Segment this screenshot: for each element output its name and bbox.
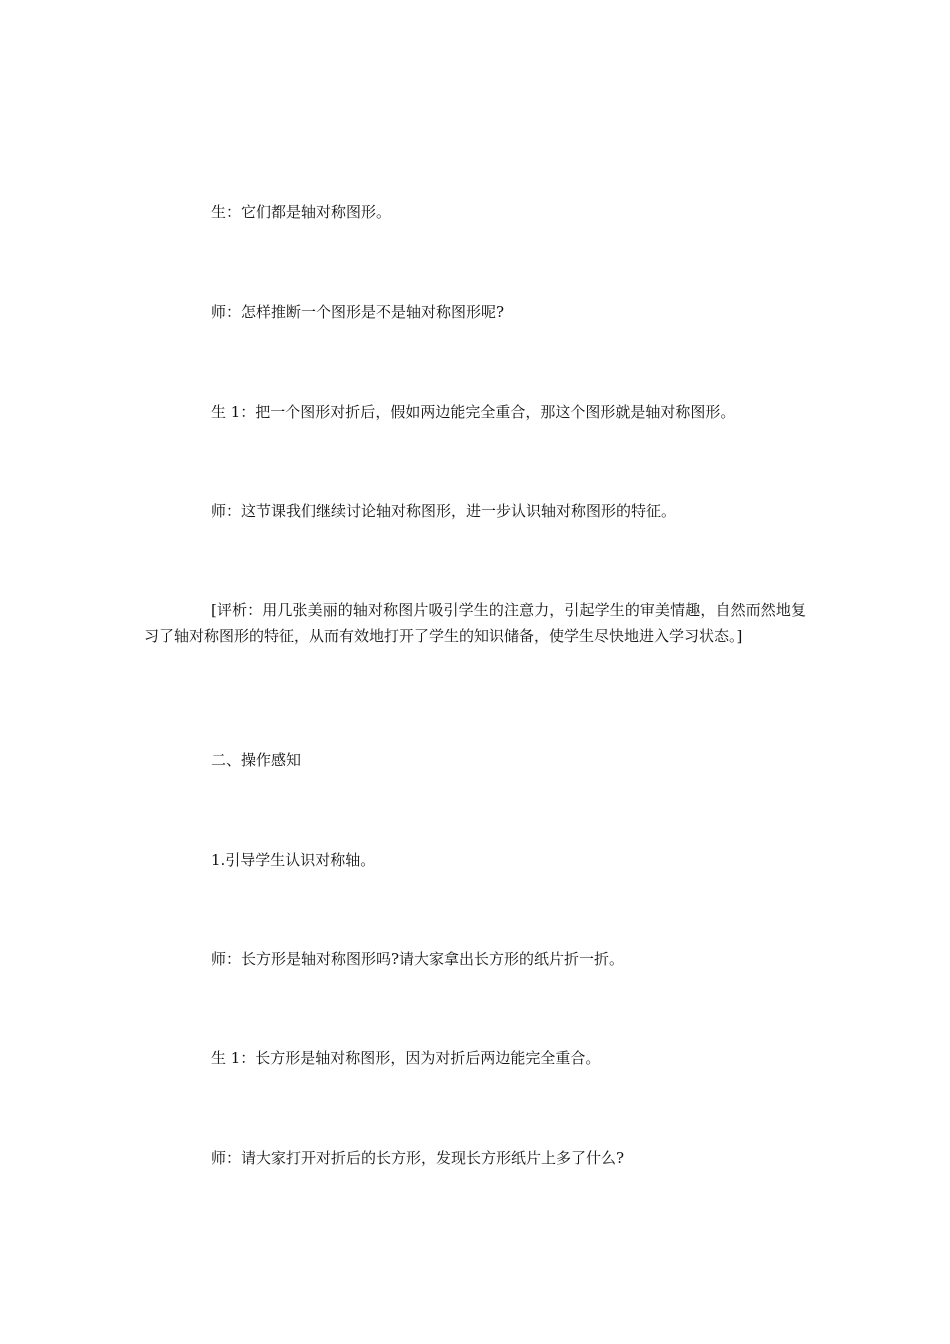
paragraph-teacher-unfold: 师：请大家打开对折后的长方形，发现长方形纸片上多了什么?: [211, 1149, 625, 1167]
paragraph-student-answer: 生：它们都是轴对称图形。: [211, 203, 392, 221]
paragraph-student-1-answer: 生 1：把一个图形对折后，假如两边能完全重合，那这个图形就是轴对称图形。: [211, 403, 736, 421]
paragraph-teacher-rectangle: 师：长方形是轴对称图形吗?请大家拿出长方形的纸片折一折。: [211, 950, 625, 968]
paragraph-commentary: [评析：用几张美丽的轴对称图片吸引学生的注意力，引起学生的审美情趣，自然而然地复习了轴对称图形的特征，从而有效地打开了学生的知识储备，使学生尽快地进入学习状态。]: [144, 601, 806, 645]
section-heading-operation: 二、操作感知: [211, 751, 302, 769]
paragraph-teacher-question: 师：怎样推断一个图形是不是轴对称图形呢?: [211, 303, 505, 321]
paragraph-student-1-rectangle: 生 1：长方形是轴对称图形，因为对折后两边能完全重合。: [211, 1049, 601, 1067]
paragraph-teacher-intro: 师：这节课我们继续讨论轴对称图形，进一步认识轴对称图形的特征。: [211, 502, 677, 520]
subheading-symmetry-axis: 1.引导学生认识对称轴。: [211, 851, 376, 869]
